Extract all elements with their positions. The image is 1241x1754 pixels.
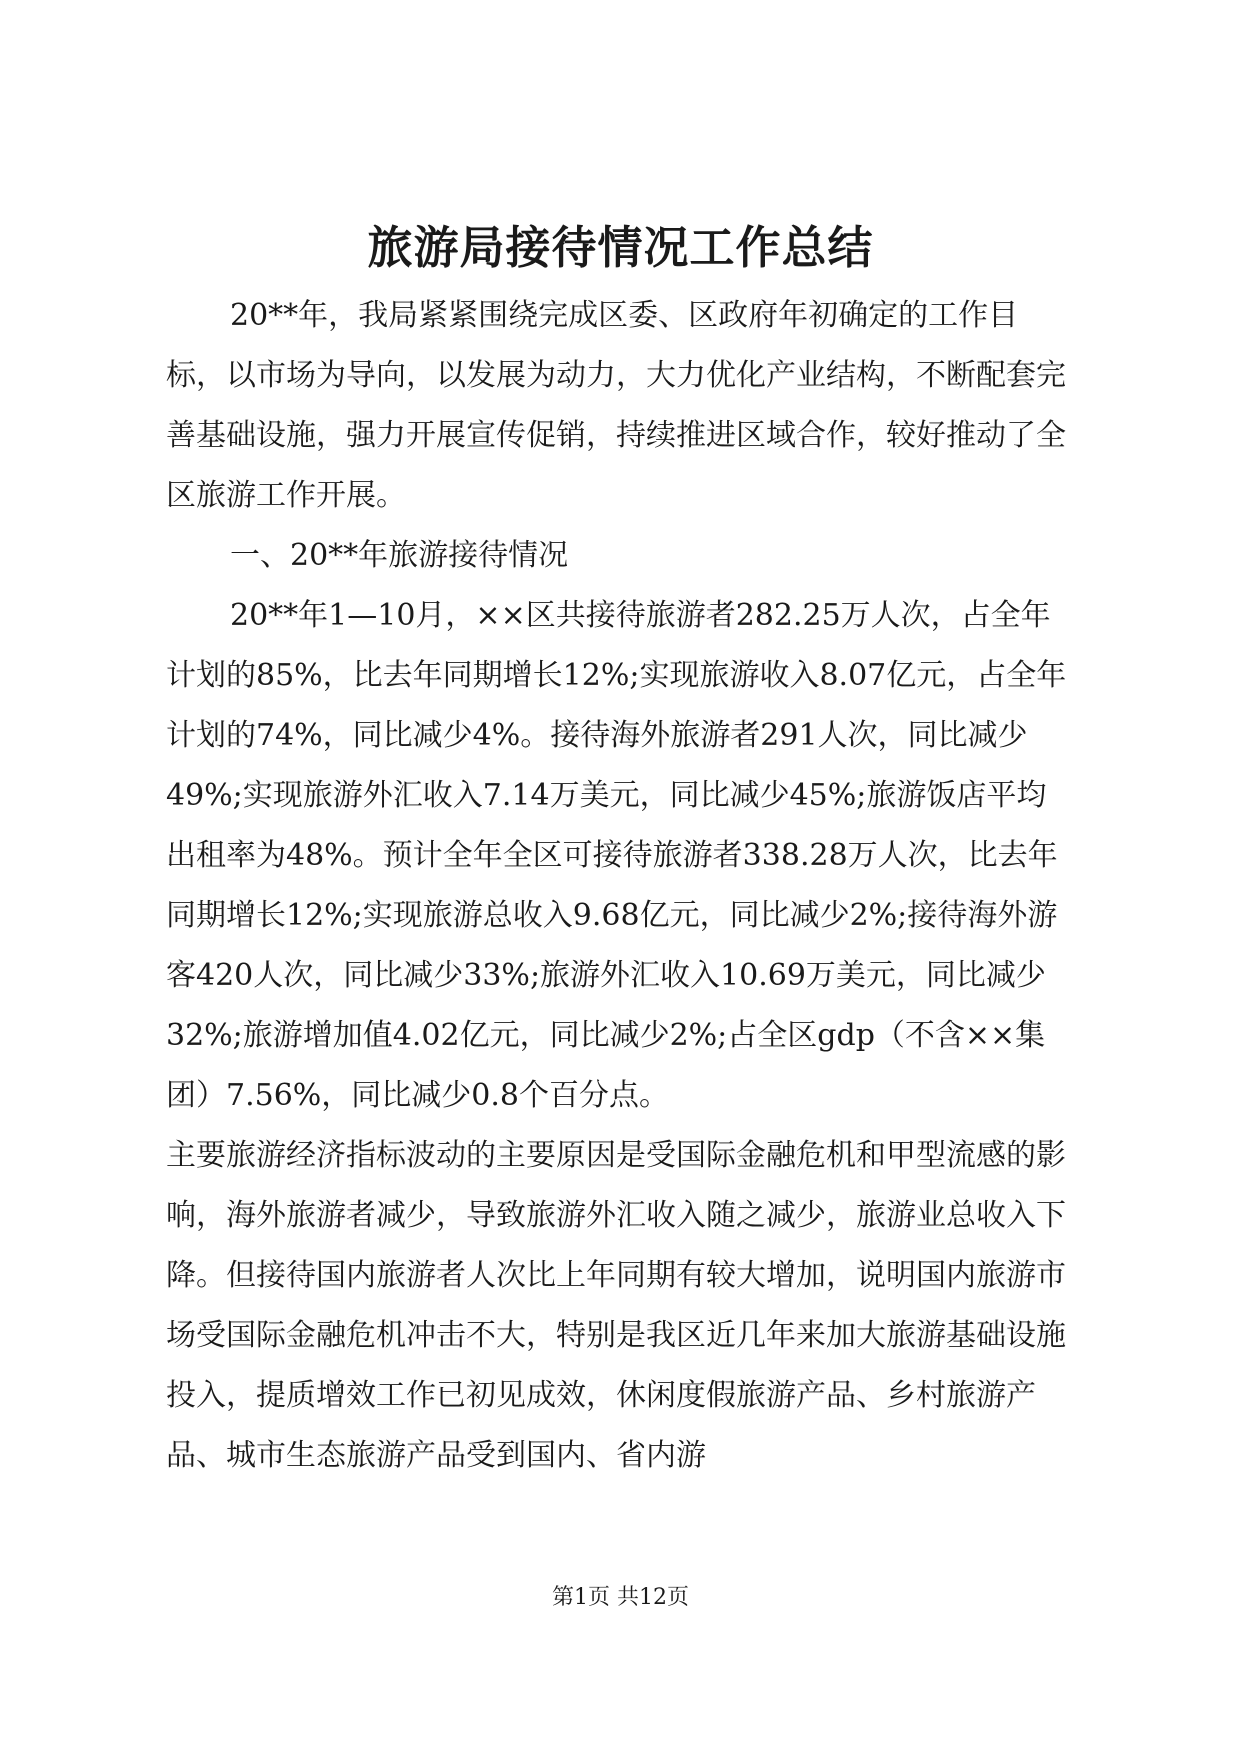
paragraph-stats: 20**年1—10月，××区共接待旅游者282.25万人次，占全年计划的85%，比去年同期增长12%;实现旅游收入8.07亿元，占全年计划的74%，同比减少4%。接待海外旅游者291人次，同比减少49%;实现旅游外汇收入7.14万美元，同比减少45%;旅游饭店平均出租率为48%。预计全年全区可接待旅游者338.28万人次，比去年同期增长12%;实现旅游总收入9.68亿元，同比减少2%;接待海外游客420人次，同比减少33%;旅游外汇收入10.69万美元，同比减少32%;旅游增加值4.02亿元，同比减少2%;占全区gdp（不含××集团）7.56%，同比减少0.8个百分点。 — [166, 598, 1067, 1113]
paragraph-analysis: 主要旅游经济指标波动的主要原因是受国际金融危机和甲型流感的影响，海外旅游者减少，导致旅游外汇收入随之减少，旅游业总收入下降。但接待国内旅游者人次比上年同期有较大增加，说明国内旅游市场受国际金融危机冲击不大，特别是我区近几年来加大旅游基础设施投入，提质增效工作已初见成效，休闲度假旅游产品、乡村旅游产品、城市生态旅游产品受到国内、省内游 — [166, 1138, 1066, 1473]
section-heading: 一、20**年旅游接待情况 — [230, 538, 569, 573]
document-title: 旅游局接待情况工作总结 — [367, 221, 874, 274]
document-body — [166, 286, 1076, 1486]
page-number-footer: 第1页 共12页 — [552, 1585, 689, 1610]
paragraph-intro: 20**年，我局紧紧围绕完成区委、区政府年初确定的工作目标，以市场为导向，以发展为动力，大力优化产业结构，不断配套完善基础设施，强力开展宣传促销，持续推进区域合作，较好推动了全区旅游工作开展。 — [166, 298, 1066, 513]
